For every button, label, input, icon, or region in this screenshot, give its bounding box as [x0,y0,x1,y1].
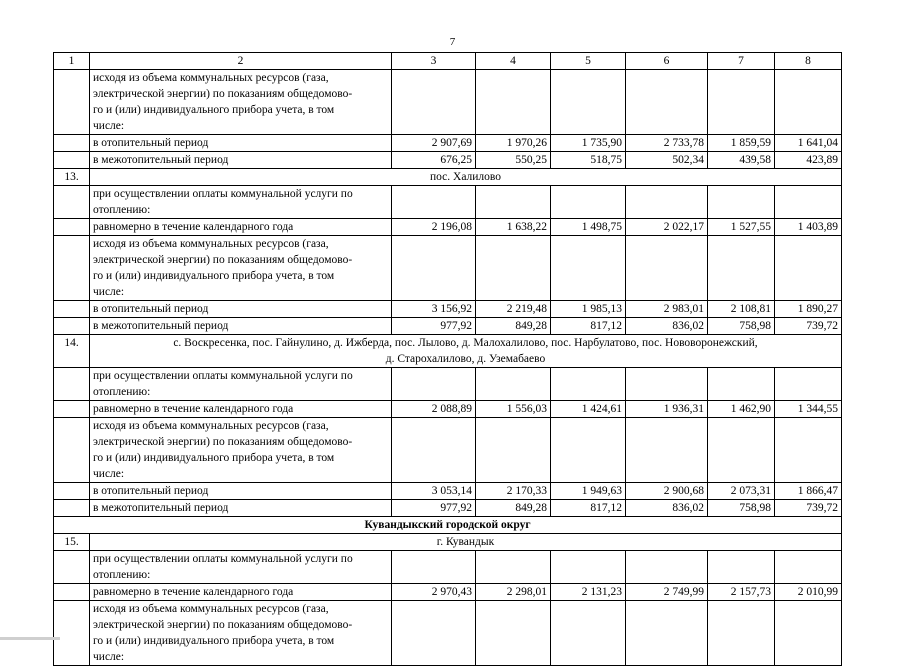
tariff-value: 2 219,48 [476,301,551,318]
row-label [90,70,392,135]
tariff-value [708,551,775,584]
tariff-value: 1 866,47 [775,483,842,500]
table-row [54,483,842,500]
label-line: числе: [93,651,125,663]
tariff-value [775,418,842,483]
table-row [54,219,842,236]
table-row [54,551,842,584]
row-label: в межотопительный период [90,152,392,169]
label-line: го и (или) индивидуального прибора учета, в том [93,104,335,116]
tariff-value [476,70,551,135]
tariff-value [626,70,708,135]
tariff-value: 836,02 [626,318,708,335]
locality-line: г. Кувандык [436,536,495,548]
locality-name [90,335,842,368]
col-header: 7 [708,53,775,70]
tariff-value: 2 157,73 [708,584,775,601]
tariff-value: 423,89 [775,152,842,169]
tariff-value: 817,12 [551,318,626,335]
tariff-value: 1 498,75 [551,219,626,236]
label-line: исходя из объема коммунальных ресурсов (газа, [93,72,329,84]
tariff-value: 1 527,55 [708,219,775,236]
tariff-value: 676,25 [392,152,476,169]
table-row [54,418,842,483]
tariff-value: 849,28 [476,500,551,517]
label-line: электрической энергии) по показаниям общедомово- [93,619,353,631]
tariff-value: 1 985,13 [551,301,626,318]
label-line: отоплению: [93,204,151,216]
tariff-value [392,186,476,219]
tariff-value: 439,58 [708,152,775,169]
district-row [54,517,842,534]
row-label [90,418,392,483]
tariff-value: 1 936,31 [626,401,708,418]
locality-name [90,534,842,551]
tariff-value: 518,75 [551,152,626,169]
tariff-value [708,70,775,135]
row-number-cell [54,219,90,236]
tariff-value [551,601,626,666]
tariff-value: 2 073,31 [708,483,775,500]
label-line: электрической энергии) по показаниям общедомово- [93,88,353,100]
col-header: 1 [54,53,90,70]
tariff-value [476,236,551,301]
row-label: в отопительный период [90,301,392,318]
row-number-cell [54,401,90,418]
tariff-value: 2 131,23 [551,584,626,601]
table-body [54,53,842,666]
tariff-value: 2 196,08 [392,219,476,236]
tariff-value [708,418,775,483]
row-number-cell [54,301,90,318]
tariff-value [551,418,626,483]
row-number-cell [54,584,90,601]
table-row [54,584,842,601]
tariff-value: 2 733,78 [626,135,708,152]
row-label: в отопительный период [90,135,392,152]
tariff-value [626,601,708,666]
row-number-cell [54,318,90,335]
tariff-value: 1 949,63 [551,483,626,500]
tariff-value: 2 907,69 [392,135,476,152]
tariff-value [476,186,551,219]
tariff-value: 1 344,55 [775,401,842,418]
locality-row [54,169,842,186]
label-line: при осуществлении оплаты коммунальной услуги по [93,370,353,382]
tariff-value: 1 641,04 [775,135,842,152]
tariff-value [392,418,476,483]
locality-row [54,534,842,551]
tariff-value: 1 462,90 [708,401,775,418]
tariff-value: 1 638,22 [476,219,551,236]
tariff-value [775,186,842,219]
col-header: 6 [626,53,708,70]
col-header: 2 [90,53,392,70]
label-line: числе: [93,120,125,132]
tariff-value [551,368,626,401]
district-name: Кувандыкский городской округ [54,517,842,534]
tariff-value: 2 170,33 [476,483,551,500]
tariff-value: 977,92 [392,318,476,335]
tariff-value [626,551,708,584]
tariff-value [775,236,842,301]
item-number: 14. [54,335,90,368]
table-row [54,500,842,517]
tariff-value [476,368,551,401]
label-line: числе: [93,286,125,298]
page-number: 7 [449,36,456,48]
tariff-value: 849,28 [476,318,551,335]
tariff-value: 1 890,27 [775,301,842,318]
tariff-value: 2 298,01 [476,584,551,601]
label-line: исходя из объема коммунальных ресурсов (газа, [93,420,329,432]
row-label [90,601,392,666]
label-line: го и (или) индивидуального прибора учета, в том [93,452,335,464]
table-row [54,236,842,301]
col-header: 3 [392,53,476,70]
locality-line: с. Воскресенка, пос. Гайнулино, д. Ижберда, пос. Лылово, д. Малохалилово, пос. Нарбулатово, пос. Нововоронежский, [173,337,758,349]
tariff-value: 2 900,68 [626,483,708,500]
col-header: 8 [775,53,842,70]
header-row [54,53,842,70]
row-number-cell [54,551,90,584]
tariff-value: 2 970,43 [392,584,476,601]
tariff-value: 758,98 [708,318,775,335]
table-row [54,152,842,169]
tariff-value: 2 983,01 [626,301,708,318]
tariff-value [708,186,775,219]
row-number-cell [54,152,90,169]
table-row [54,401,842,418]
row-number-cell [54,186,90,219]
tariff-value [626,236,708,301]
label-line: исходя из объема коммунальных ресурсов (газа, [93,238,329,250]
tariff-value [626,186,708,219]
tariff-value [551,236,626,301]
tariff-value: 1 424,61 [551,401,626,418]
row-label: в межотопительный период [90,500,392,517]
label-line: электрической энергии) по показаниям общедомово- [93,254,353,266]
row-label: равномерно в течение календарного года [90,219,392,236]
tariff-value: 1 735,90 [551,135,626,152]
tariff-table [53,52,842,666]
tariff-value: 2 749,99 [626,584,708,601]
label-line: при осуществлении оплаты коммунальной услуги по [93,553,353,565]
row-number-cell [54,135,90,152]
tariff-value: 3 053,14 [392,483,476,500]
row-number-cell [54,368,90,401]
tariff-value: 502,34 [626,152,708,169]
label-line: исходя из объема коммунальных ресурсов (газа, [93,603,329,615]
tariff-value [551,186,626,219]
label-line: отоплению: [93,569,151,581]
tariff-value [775,601,842,666]
table-row [54,318,842,335]
table-row [54,70,842,135]
locality-line: д. Старохалилово, д. Уземабаево [385,353,546,365]
tariff-value: 817,12 [551,500,626,517]
tariff-value [626,368,708,401]
row-number-cell [54,500,90,517]
label-line: числе: [93,468,125,480]
row-number-cell [54,418,90,483]
row-label: в отопительный период [90,483,392,500]
tariff-value [476,601,551,666]
tariff-value [708,601,775,666]
item-number: 15. [54,534,90,551]
row-number-cell [54,601,90,666]
locality-name [90,169,842,186]
tariff-value [708,368,775,401]
tariff-value: 2 088,89 [392,401,476,418]
tariff-value: 836,02 [626,500,708,517]
tariff-value: 739,72 [775,500,842,517]
col-header: 5 [551,53,626,70]
item-number: 13. [54,169,90,186]
table-row [54,186,842,219]
tariff-value: 1 556,03 [476,401,551,418]
tariff-value: 2 108,81 [708,301,775,318]
row-label [90,236,392,301]
tariff-value [392,236,476,301]
tariff-value [626,418,708,483]
tariff-value: 550,25 [476,152,551,169]
row-number-cell [54,483,90,500]
tariff-value: 739,72 [775,318,842,335]
row-number-cell [54,236,90,301]
row-label: в межотопительный период [90,318,392,335]
tariff-value: 1 403,89 [775,219,842,236]
row-label [90,551,392,584]
tariff-value [476,418,551,483]
tariff-value [476,551,551,584]
tariff-value [551,70,626,135]
label-line: го и (или) индивидуального прибора учета, в том [93,270,335,282]
locality-line: пос. Халилово [429,171,502,183]
tariff-value [775,70,842,135]
label-line: электрической энергии) по показаниям общедомово- [93,436,353,448]
row-label [90,186,392,219]
tariff-value [551,551,626,584]
tariff-value [708,236,775,301]
tariff-value: 2 010,99 [775,584,842,601]
tariff-value [775,368,842,401]
tariff-value [392,601,476,666]
row-label: равномерно в течение календарного года [90,584,392,601]
table-row [54,601,842,666]
tariff-value: 2 022,17 [626,219,708,236]
table-row [54,368,842,401]
tariff-value [392,551,476,584]
row-number-cell [54,70,90,135]
row-label [90,368,392,401]
label-line: отоплению: [93,386,151,398]
tariff-value: 758,98 [708,500,775,517]
tariff-value [775,551,842,584]
table-row [54,135,842,152]
row-label: равномерно в течение календарного года [90,401,392,418]
col-header: 4 [476,53,551,70]
tariff-value: 3 156,92 [392,301,476,318]
locality-row [54,335,842,368]
tariff-value [392,368,476,401]
label-line: при осуществлении оплаты коммунальной услуги по [93,188,353,200]
tariff-value: 1 970,26 [476,135,551,152]
tariff-value [392,70,476,135]
tariff-value: 977,92 [392,500,476,517]
table-row [54,301,842,318]
label-line: го и (или) индивидуального прибора учета, в том [93,635,335,647]
tariff-value: 1 859,59 [708,135,775,152]
